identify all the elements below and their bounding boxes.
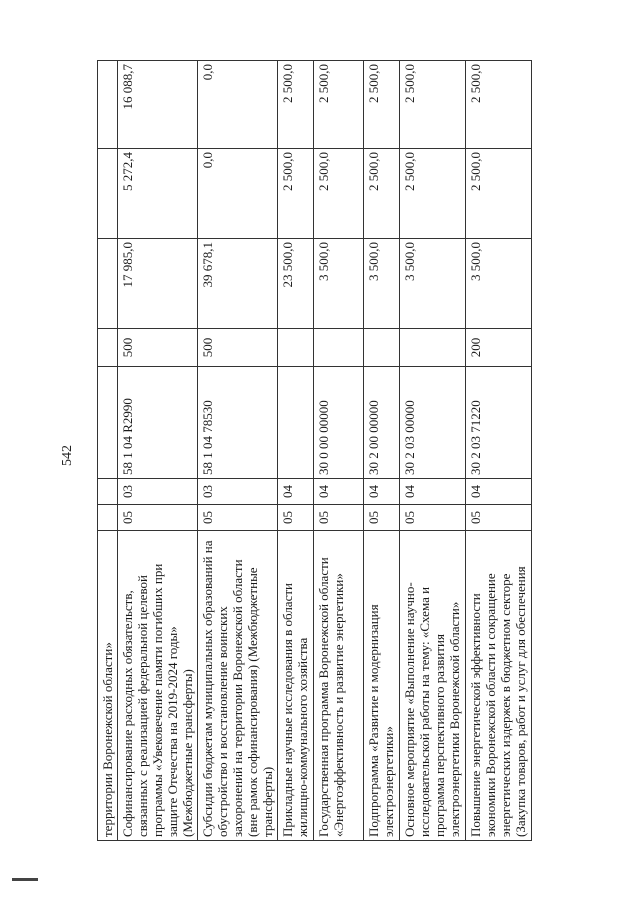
table-row (118, 61, 198, 841)
row-name: Государственная программа Воронежской области «Энергоэффективность и развитие энергетики» (314, 531, 364, 841)
row-amount-year2: 2 500,0 (400, 149, 466, 239)
row-amount-year1: 3 500,0 (400, 239, 466, 329)
row-expense-type (98, 329, 118, 367)
row-target-code: 58 1 04 R2990 (118, 367, 198, 479)
row-name: Софинансирование расходных обязательств, связанных с реализацией федеральной целевой программы «Увековечение памяти погибших при защите Отечества на 2019-2024 годы» (Межбюджетные трансферты) (118, 531, 198, 841)
row-expense-type: 200 (466, 329, 532, 367)
row-target-code: 30 0 00 00000 (314, 367, 364, 479)
row-amount-year3 (98, 61, 118, 149)
row-subsection: 04 (364, 479, 400, 505)
row-expense-type: 500 (118, 329, 198, 367)
row-amount-year2: 2 500,0 (364, 149, 400, 239)
row-amount-year2: 5 272,4 (118, 149, 198, 239)
row-amount-year1: 3 500,0 (364, 239, 400, 329)
table-row (314, 61, 364, 841)
row-expense-type: 500 (198, 329, 278, 367)
table-row (278, 61, 314, 841)
row-amount-year3: 16 088,7 (118, 61, 198, 149)
budget-table (97, 60, 532, 841)
table-row (364, 61, 400, 841)
row-name: Прикладные научные исследования в области жилищно-коммунального хозяйства (278, 531, 314, 841)
row-expense-type (314, 329, 364, 367)
row-subsection: 04 (466, 479, 532, 505)
row-expense-type (400, 329, 466, 367)
row-target-code (98, 367, 118, 479)
row-subsection: 04 (278, 479, 314, 505)
row-amount-year3: 0,0 (198, 61, 278, 149)
row-amount-year3: 2 500,0 (278, 61, 314, 149)
row-amount-year1: 23 500,0 (278, 239, 314, 329)
row-amount-year2: 2 500,0 (314, 149, 364, 239)
row-section (98, 505, 118, 531)
row-amount-year2: 2 500,0 (466, 149, 532, 239)
row-name: Повышение энергетической эффективности экономики Воронежской области и сокращение энергетических издержек в бюджетном секторе (Закупка товаров, работ и услуг для обеспечения (466, 531, 532, 841)
row-amount-year1: 17 985,0 (118, 239, 198, 329)
row-amount-year3: 2 500,0 (466, 61, 532, 149)
row-section: 05 (198, 505, 278, 531)
row-amount-year2 (98, 149, 118, 239)
row-subsection: 04 (314, 479, 364, 505)
table-row (400, 61, 466, 841)
row-section: 05 (118, 505, 198, 531)
row-expense-type (278, 329, 314, 367)
table-row (466, 61, 532, 841)
row-amount-year3: 2 500,0 (314, 61, 364, 149)
row-amount-year1 (98, 239, 118, 329)
row-section: 05 (466, 505, 532, 531)
row-name: территории Воронежской области» (98, 531, 118, 841)
row-target-code: 58 1 04 78530 (198, 367, 278, 479)
row-amount-year1: 3 500,0 (314, 239, 364, 329)
row-section: 05 (314, 505, 364, 531)
row-target-code: 30 2 03 00000 (400, 367, 466, 479)
row-amount-year2: 0,0 (198, 149, 278, 239)
row-section: 05 (400, 505, 466, 531)
row-target-code: 30 2 03 71220 (466, 367, 532, 479)
row-amount-year3: 2 500,0 (364, 61, 400, 149)
table-row (98, 61, 118, 841)
row-section: 05 (278, 505, 314, 531)
row-amount-year1: 39 678,1 (198, 239, 278, 329)
row-target-code: 30 2 00 00000 (364, 367, 400, 479)
scan-artifact-mark (12, 878, 38, 881)
row-amount-year3: 2 500,0 (400, 61, 466, 149)
row-amount-year2: 2 500,0 (278, 149, 314, 239)
row-subsection: 03 (198, 479, 278, 505)
page-number: 542 (60, 445, 75, 466)
row-target-code (278, 367, 314, 479)
row-subsection (98, 479, 118, 505)
row-amount-year1: 3 500,0 (466, 239, 532, 329)
row-name: Основное мероприятие «Выполнение научно-исследовательской работы на тему: «Схема и программа перспективного развития электроэнергетики Воронежской области» (400, 531, 466, 841)
row-subsection: 04 (400, 479, 466, 505)
table-row (198, 61, 278, 841)
row-name: Подпрограмма «Развитие и модернизация электроэнергетики» (364, 531, 400, 841)
row-name: Субсидии бюджетам муниципальных образований на обустройство и восстановление воинских захоронений на территории Воронежской области (вне рамок софинансирования) (Межбюджетные трансферты) (198, 531, 278, 841)
row-section: 05 (364, 505, 400, 531)
rotated-page-content (97, 61, 552, 841)
row-subsection: 03 (118, 479, 198, 505)
row-expense-type (364, 329, 400, 367)
